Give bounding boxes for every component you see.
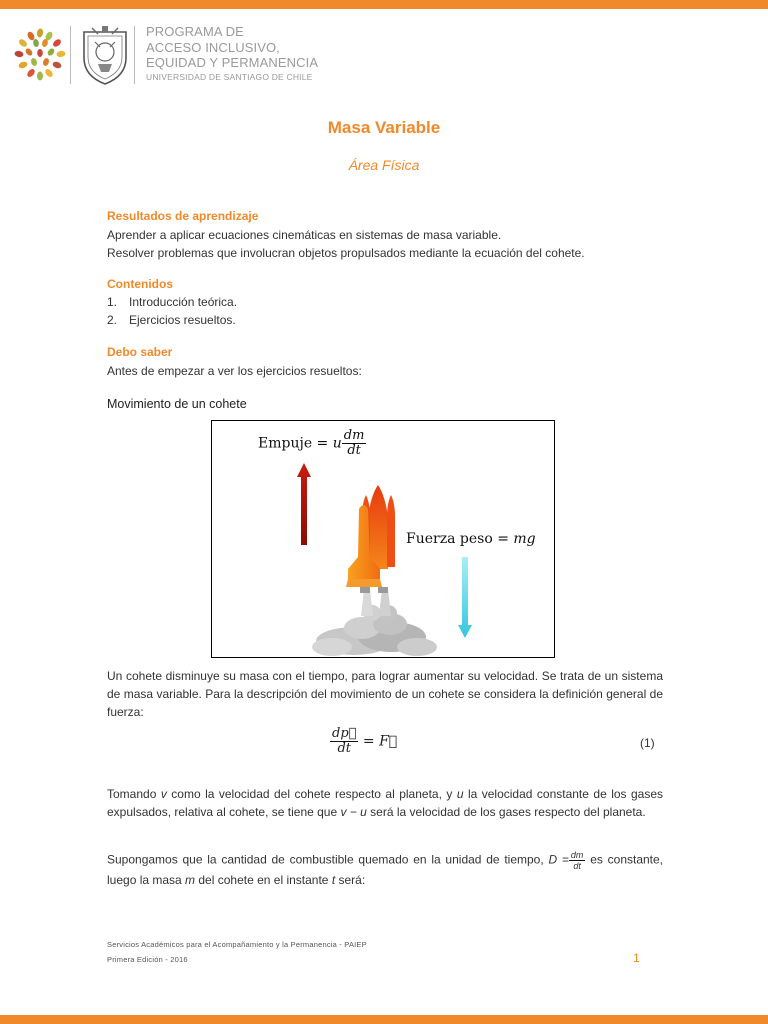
bottom-accent-bar [0,1015,768,1024]
paragraph-3 [107,850,663,890]
eq1-rhs: = F⃗ [362,733,398,750]
heading-debo-saber: Debo saber [107,345,173,359]
list-num: 1. [107,295,118,309]
weight-label [406,531,536,547]
heading-resultados: Resultados de aprendizaje [107,209,259,223]
figure-caption: Movimiento de un cohete [107,397,247,411]
org-name [146,24,346,83]
footer-line-1: Servicios Académicos para el Acompañamiento y la Permanencia - PAIEP [107,940,367,949]
page-title: Masa Variable [327,118,441,137]
resultados-line-2: Resolver problemas que involucran objetos propulsados mediante la ecuación del cohete. [107,246,585,260]
var-v-minus-u: v − u [340,805,367,819]
rocket-tank [368,485,388,569]
header-divider [70,26,71,84]
paragraph-1: Un cohete disminuye su masa con el tiempo, para lograr aumentar su velocidad. Se trata de un sistema de masa variable. Para la descripción del movimiento de un cohete se considera la definición general de fuerza: [107,669,663,719]
var-v: v [160,787,167,801]
equation-1 [330,727,397,756]
eq1-fraction [330,727,358,756]
para3-num: dm [570,850,584,860]
var-D: D = [548,852,569,867]
thrust-den: dt [347,443,361,458]
var-u: u [456,787,464,801]
weight-arrow [458,557,472,638]
para2-part: como la velocidad del cohete respecto al planeta, y [166,787,457,801]
para3-part: será: [335,873,366,887]
header-divider-2 [134,26,135,84]
thrust-label-text: Empuje = [258,435,333,452]
thrust-fraction [342,429,367,458]
weight-label-text: Fuerza peso = [406,531,514,547]
thrust-var: u [332,435,342,452]
list-num: 2. [107,313,118,327]
list-item [107,293,663,311]
para2-part: será la velocidad de los gases respecto del planeta. [366,805,646,819]
org-university: UNIVERSIDAD DE SANTIAGO DE CHILE [146,71,313,82]
org-line-1: PROGRAMA DE [146,24,244,39]
resultados-line-1: Aprender a aplicar ecuaciones cinemáticas en sistemas de masa variable. [107,228,502,242]
para3-fraction [569,850,586,871]
var-m: m [185,873,196,887]
para3-part: es constante, luego la masa [107,852,664,887]
var-t: t [331,873,336,887]
page-subtitle: Área Física [348,157,420,173]
heading-contenidos: Contenidos [107,277,173,291]
para3-den: dt [573,861,581,871]
list-item [107,311,663,329]
leaves-logo-icon [14,28,66,82]
header [12,24,342,88]
resultados-body [107,226,663,262]
thrust-num: dm [343,428,365,443]
para2-part: Tomando [107,787,161,801]
page-number: 1 [633,951,640,965]
para3-part: Supongamos que la cantidad de combustible quemado en la unidad de tiempo, [107,852,549,867]
org-line-2: ACCESO INCLUSIVO, [146,39,280,55]
rocket-booster [387,495,395,567]
weight-var: mg [513,531,536,547]
eq1-den: dt [337,741,351,756]
equation-number: (1) [640,736,655,750]
footer-line-2: Primera Edición - 2016 [107,955,188,964]
thrust-label [258,429,366,458]
list-text: Ejercicios resueltos. [129,313,236,327]
eq1-num: dp⃗ [332,726,357,741]
paragraph-2 [107,785,663,821]
thrust-arrow [297,463,311,545]
para3-part: del cohete en el instante [195,873,332,887]
list-text: Introducción teórica. [129,295,238,309]
smoke-cloud [312,605,437,656]
contenidos-list [107,293,663,329]
debo-saber-text: Antes de empezar a ver los ejercicios resueltos: [107,364,362,378]
para2-part: la velocidad constante de los gases expulsados, relativa al cohete, se tiene que [107,787,664,819]
org-line-3: EQUIDAD Y PERMANENCIA [146,55,319,70]
university-crest-icon [78,24,132,86]
rocket-figure [211,420,555,658]
top-accent-bar [0,0,768,9]
